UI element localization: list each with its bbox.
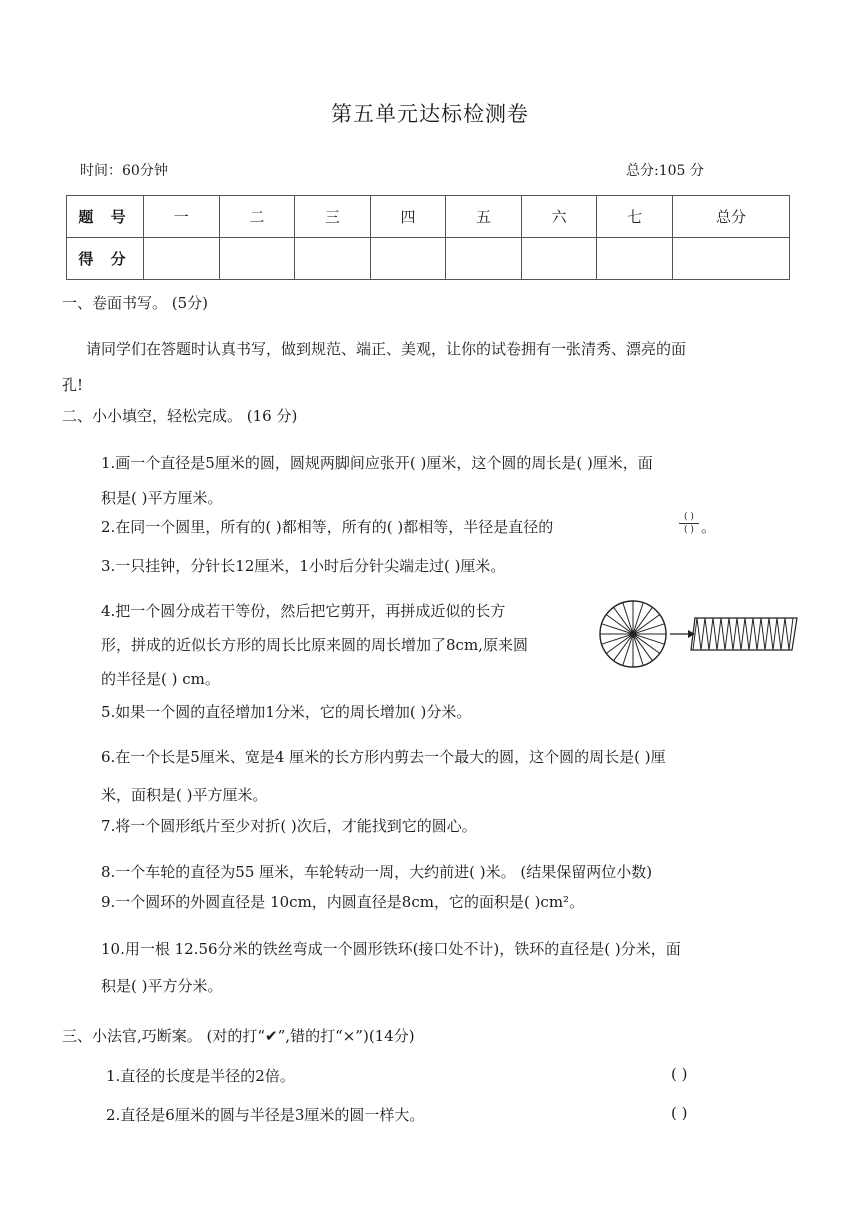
score-table-score-row [67,238,790,280]
score-table-header-row [67,196,790,238]
approximate-rectangle-icon [691,618,797,650]
header-cell: 总分 [673,196,790,238]
arrow-right-icon [670,630,695,638]
question-8: 8.一个车轮的直径为55 厘米，车轮转动一周，大约前进( )米。 (结果保留两位小数) [101,863,653,881]
header-cell: 一 [144,196,220,238]
header-cell: 二 [219,196,295,238]
section3-heading: 三、小法官,巧断案。 (对的打“✔”,错的打“×”)(14分) [62,1027,415,1045]
score-cell[interactable] [673,238,790,280]
section1-text-line2: 孔! [62,376,84,394]
circle-to-rectangle-figure [598,599,800,671]
question-6-line1: 6.在一个长是5厘米、宽是4 厘米的长方形内剪去一个最大的圆，这个圆的周长是( )厘 [101,748,666,766]
header-cell: 七 [597,196,673,238]
header-cell: 四 [370,196,446,238]
time-label: 时间：60分钟 [80,163,168,179]
sector-circle-icon [600,601,666,667]
total-score-label: 总分:105 分 [626,163,704,179]
question-7: 7.将一个圆形纸片至少对折( )次后，才能找到它的圆心。 [101,817,477,835]
question-1-line1: 1.画一个直径是5厘米的圆，圆规两脚间应张开( )厘米，这个圆的周长是( )厘米，面 [101,454,653,472]
question-9: 9.一个圆环的外圆直径是 10cm，内圆直径是8cm，它的面积是( )cm²。 [101,893,585,911]
question-10-line2: 积是( )平方分米。 [101,977,223,995]
score-cell[interactable] [446,238,522,280]
judge-item-1-answer[interactable]: ( ) [671,1065,688,1083]
score-cell[interactable] [295,238,371,280]
header-cell: 五 [446,196,522,238]
row-label-cell: 得 分 [67,238,144,280]
question-3: 3.一只挂钟，分针长12厘米，1小时后分针尖端走过( )厘米。 [101,557,506,575]
header-cell: 六 [521,196,597,238]
judge-item-1: 1.直径的长度是半径的2倍。 [106,1067,295,1085]
judge-item-2: 2.直径是6厘米的圆与半径是3厘米的圆一样大。 [106,1106,425,1124]
score-cell[interactable] [521,238,597,280]
question-2-end: 。 [701,518,717,536]
header-cell: 题 号 [67,196,144,238]
question-4-line3: 的半径是( ) cm。 [101,670,220,688]
section1-text-line1: 请同学们在答题时认真书写，做到规范、端正、美观，让你的试卷拥有一张清秀、漂亮的面 [86,340,687,358]
score-cell[interactable] [370,238,446,280]
question-2: 2.在同一个圆里，所有的( )都相等，所有的( )都相等，半径是直径的 [101,518,554,536]
question-5: 5.如果一个圆的直径增加1分米，它的周长增加( )分米。 [101,703,472,721]
page-title: 第五单元达标检测卷 [331,102,529,126]
section1-heading: 一、卷面书写。 (5分) [62,294,209,312]
header-cell: 三 [295,196,371,238]
score-table [66,195,790,280]
question-6-line2: 米，面积是( )平方厘米。 [101,786,268,804]
section2-heading: 二、小小填空，轻松完成。 (16 分) [62,407,298,425]
fraction-bar [679,523,699,524]
score-cell[interactable] [597,238,673,280]
question-4-line2: 形，拼成的近似长方形的周长比原来圆的周长增加了8cm,原来圆 [101,636,528,654]
score-cell[interactable] [144,238,220,280]
fraction-numerator: ( ) [684,512,694,522]
question-1-line2: 积是( )平方厘米。 [101,489,223,507]
question-10-line1: 10.用一根 12.56分米的铁丝弯成一个圆形铁环(接口处不计)，铁环的直径是( )分米，面 [101,940,681,958]
question-2-fraction [679,512,699,535]
judge-item-2-answer[interactable]: ( ) [671,1104,688,1122]
question-4-line1: 4.把一个圆分成若干等份，然后把它剪开，再拼成近似的长方 [101,602,506,620]
fraction-denominator: ( ) [684,525,694,535]
score-cell[interactable] [219,238,295,280]
